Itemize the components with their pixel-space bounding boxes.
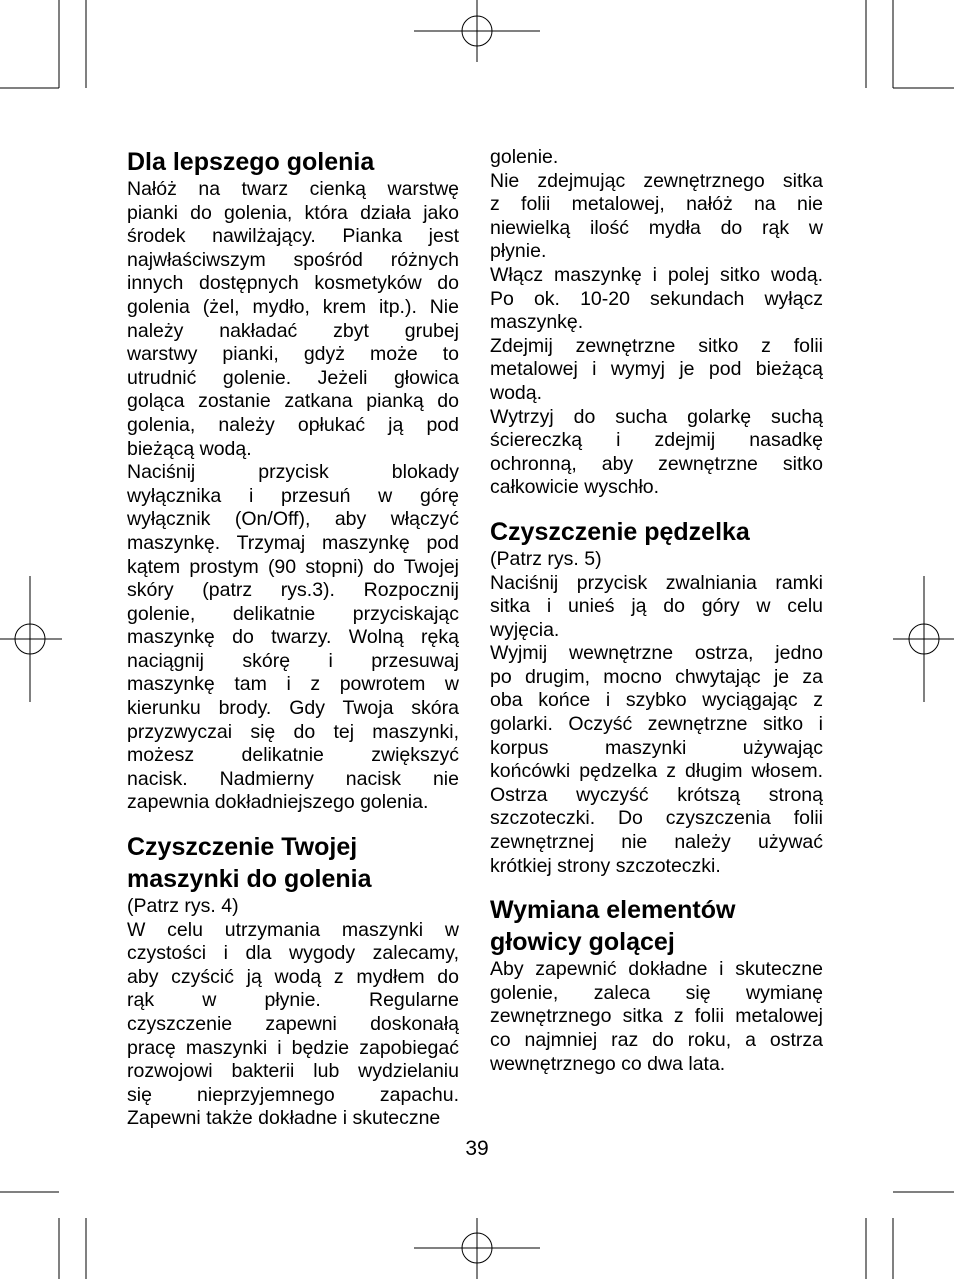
paragraph <box>490 146 823 170</box>
text-line: warstwy pianki, gdyż może to <box>127 343 459 366</box>
text-line: sitka i unieś ją do góry w celu <box>490 595 823 618</box>
text-line: całkowicie wyschło. <box>490 476 660 499</box>
text-line: zapewnia dokładniejszego golenia. <box>127 791 429 814</box>
heading-better-shave: Dla lepszego golenia <box>127 148 375 176</box>
paragraph <box>490 264 823 335</box>
text-line: golenie, delikatnie przyciskając <box>127 602 459 625</box>
text-line: zewnętrznego sitka z folii metalowej <box>490 1005 823 1028</box>
text-line: czyszczenie zapewni doskonałą <box>127 1013 459 1035</box>
paragraph <box>490 335 823 406</box>
paragraph <box>490 642 823 878</box>
text-line: wyjęcia. <box>490 618 560 641</box>
paragraph <box>127 461 459 815</box>
page-number: 39 <box>465 1137 489 1160</box>
right-column <box>490 146 823 1076</box>
text-line: się nieprzyjemnego zapachu. <box>127 1083 459 1106</box>
text-line: środek nawilżający. Pianka jest <box>127 225 459 248</box>
text-line: maszynkę. Trzymaj maszynkę pod <box>127 531 459 554</box>
text-line: wodą. <box>490 381 543 404</box>
heading-cleaning-shaver <box>127 831 459 895</box>
text-line: skóry (patrz rys.3). Rozpocznij <box>127 579 459 602</box>
text-line: przyzwyczai się do tej maszynki, <box>127 720 459 743</box>
heading-line: Czyszczenie Twojej <box>127 833 358 862</box>
paragraph <box>127 178 459 461</box>
heading-line: głowicy golącej <box>490 928 675 957</box>
text-line: golenie, zaleca się wymianę <box>490 981 823 1004</box>
text-line: Po ok. 10-20 sekundach wyłącz <box>490 287 823 310</box>
text-line: aby czyścić ją wodą z mydłem do <box>127 965 459 988</box>
text-line: goląca zostanie zatkana pianką do <box>127 390 459 413</box>
heading-replacing-parts <box>490 894 823 958</box>
text-line: golenia (żel, mydło, krem itp.). Nie <box>127 295 459 318</box>
text-line: ochronną, aby zewnętrzne sitko <box>490 452 823 475</box>
text-line: golarki. Oczyść zewnętrzne sitko i <box>490 713 823 736</box>
paragraph <box>127 919 459 1131</box>
text-line: maszynkę do twarzy. Wolną ręką <box>127 626 459 649</box>
text-line: kierunku brody. Gdy Twoja skóra <box>127 697 459 720</box>
text-line: szczoteczki. Do czyszczenia folii <box>490 807 823 830</box>
text-line: po drugim, mocno chwytając je za <box>490 665 823 688</box>
paragraph <box>490 170 823 264</box>
text-line: Naciśnij przycisk blokady <box>127 461 459 484</box>
text-line: wyłącznik (On/Off), aby włączyć <box>127 508 459 531</box>
paragraph <box>490 572 823 643</box>
text-line: utrudnić golenie. Jeżeli głowica <box>127 366 459 389</box>
text-line: oba końce i szybko wyciągając z <box>490 689 823 712</box>
text-line: metalowej i wymyj je pod bieżącą <box>490 358 823 381</box>
text-line: W celu utrzymania maszynki w <box>127 918 459 941</box>
text-line: końcówki pędzelka z długim włosem. <box>490 760 823 783</box>
text-line: nacisk. Nadmierny nacisk nie <box>127 767 459 790</box>
text-line: najwłaściwszym spośród różnych <box>127 248 459 271</box>
text-line: golenie. <box>490 146 559 168</box>
figure-reference: (Patrz rys. 5) <box>490 547 602 570</box>
text-line: Nałóż na twarz cienką warstwę <box>127 178 459 200</box>
text-line: krótkiej strony szczoteczki. <box>490 854 721 877</box>
text-line: innych dostępnych kosmetyków do <box>127 272 459 295</box>
text-line: Zapewni także dokładne i skuteczne <box>127 1107 441 1130</box>
text-line: maszynkę tam i z powrotem w <box>127 673 459 696</box>
heading-line: Wymiana elementów <box>490 896 736 925</box>
text-line: Ostrza wyczyść krótszą stroną <box>490 783 823 806</box>
paragraph <box>490 406 823 500</box>
text-line: bieżącą wodą. <box>127 437 252 460</box>
paragraph <box>490 958 823 1076</box>
text-line: Aby zapewnić dokładne i skuteczne <box>490 958 823 981</box>
text-line: Wyjmij wewnętrzne ostrza, jedno <box>490 642 823 665</box>
text-line: należy nakładać zbyt grubej <box>127 319 459 342</box>
text-line: Włącz maszynkę i polej sitko wodą. <box>490 263 823 286</box>
text-line: Zdejmij zewnętrzne sitko z folii <box>490 334 823 357</box>
text-line: płynie. <box>490 240 547 263</box>
text-line: ściereczką i zdejmij nasadkę <box>490 429 823 452</box>
text-line: pianki do golenia, która działa jako <box>127 201 459 224</box>
text-line: niewielką ilość mydła do rąk w <box>490 216 823 239</box>
text-line: korpus maszynki używając <box>490 736 823 759</box>
left-column <box>127 146 459 1131</box>
text-line: rozwojowi bakterii lub wydzielaniu <box>127 1060 459 1083</box>
text-line: pracę maszynki i będzie zapobiegać <box>127 1036 459 1059</box>
text-line: maszynkę. <box>490 311 584 334</box>
text-line: wyłącznika i przesuń w górę <box>127 484 459 507</box>
text-line: Naciśnij przycisk zwalniania ramki <box>490 571 823 594</box>
text-line: Wytrzyj do sucha golarkę suchą <box>490 405 823 428</box>
text-line: golenia, należy opłukać ją pod <box>127 413 459 436</box>
text-line: zewnętrznej nie należy używać <box>490 831 823 854</box>
text-line: kątem prostym (90 stopni) do Twojej <box>127 555 459 578</box>
figure-reference: (Patrz rys. 4) <box>127 895 239 918</box>
text-line: Nie zdejmując zewnętrznego sitka <box>490 169 823 192</box>
text-line: czystości i dla wygody zalecamy, <box>127 942 459 965</box>
heading-line: maszynki do golenia <box>127 865 372 894</box>
text-line: naciągnij skórę i przesuwaj <box>127 649 459 672</box>
text-line: co najmniej raz do roku, a ostrza <box>490 1029 823 1051</box>
text-line: z folii metalowej, nałóż na nie <box>490 193 823 216</box>
text-line: wewnętrznego co dwa lata. <box>490 1052 726 1075</box>
text-line: rąk w płynie. Regularne <box>127 989 459 1012</box>
text-line: możesz delikatnie zwiększyć <box>127 744 459 767</box>
heading-cleaning-brush: Czyszczenie pędzelka <box>490 517 750 546</box>
